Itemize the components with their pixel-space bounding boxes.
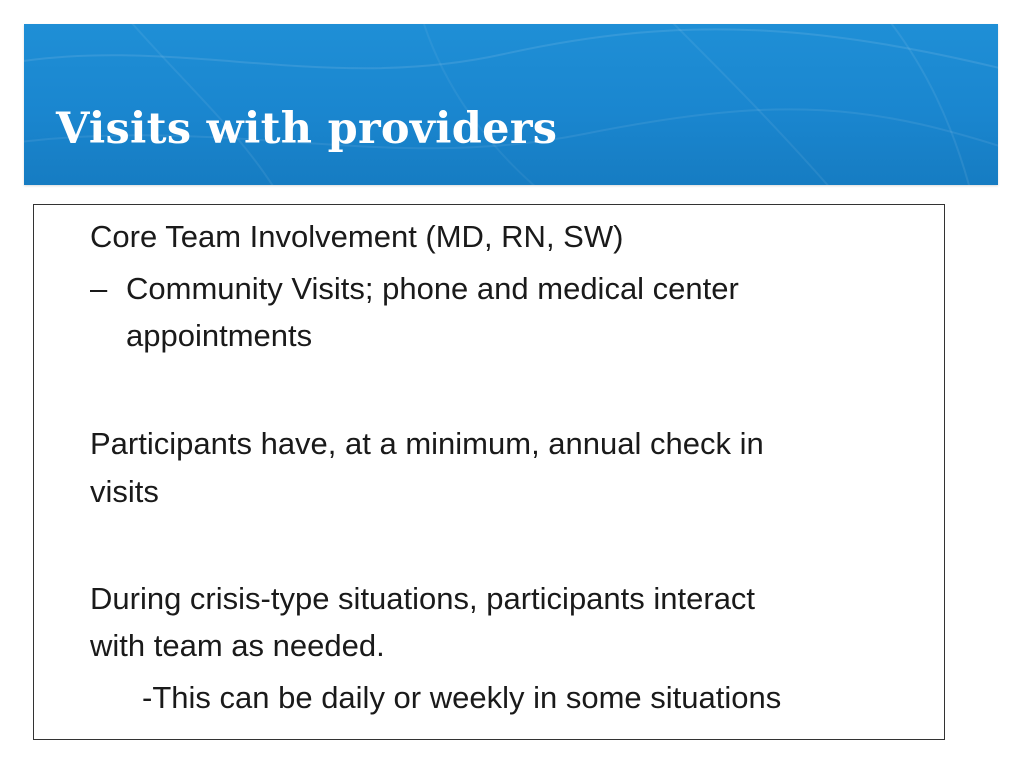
bullet-crisis-situations-cont: with team as needed. — [90, 628, 385, 663]
bullet-crisis-situations: During crisis-type situations, participants interact — [90, 581, 756, 616]
content-box — [33, 204, 945, 740]
slide-title: Visits with providers — [56, 104, 558, 154]
sub-bullet-community-visits: Community Visits; phone and medical center — [126, 271, 739, 306]
bullet-annual-visits: Participants have, at a minimum, annual check in — [90, 426, 764, 461]
bullet-annual-visits-cont: visits — [90, 474, 159, 509]
title-banner — [24, 24, 998, 185]
note-daily-weekly: -This can be daily or weekly in some situations — [142, 680, 782, 715]
sub-bullet-dash-icon: – — [90, 271, 108, 306]
sub-bullet-community-visits-cont: appointments — [126, 318, 313, 353]
bullet-core-team: Core Team Involvement (MD, RN, SW) — [90, 219, 624, 254]
